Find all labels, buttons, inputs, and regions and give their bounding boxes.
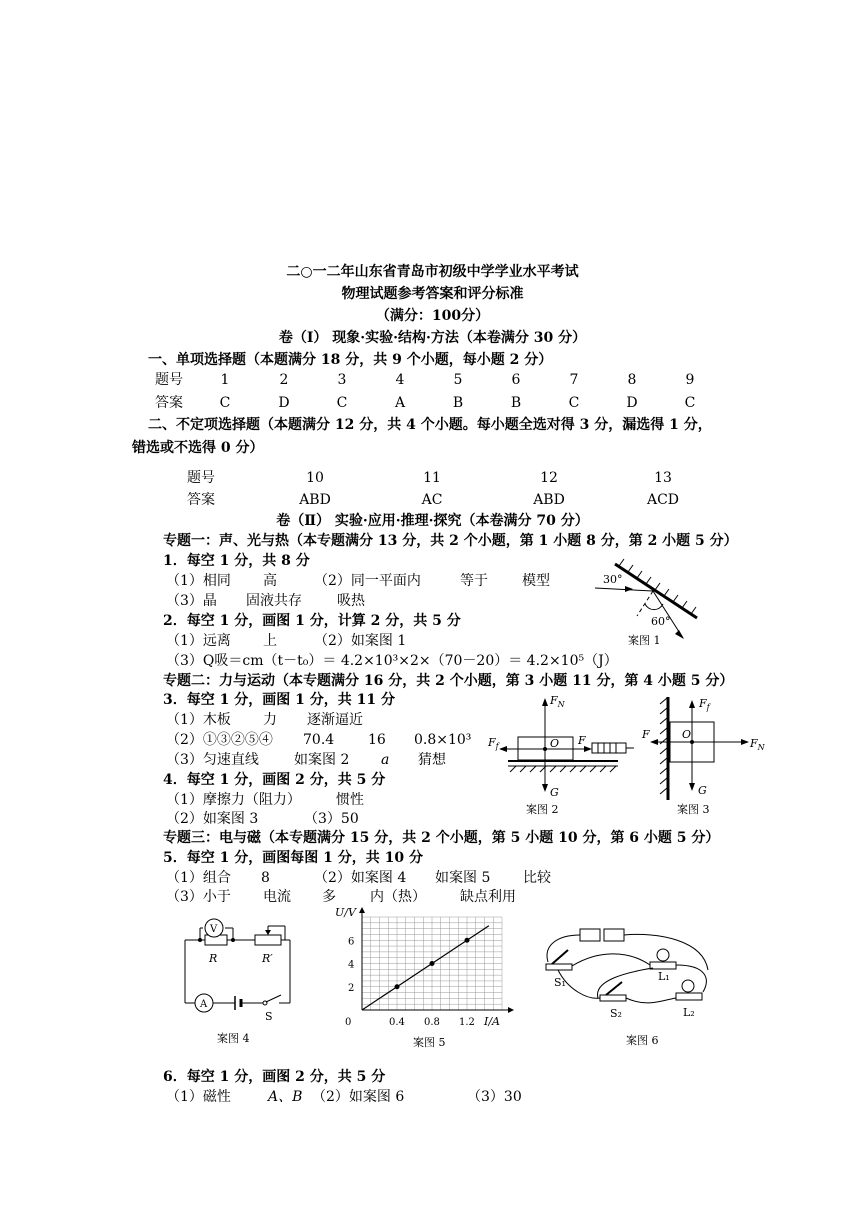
sec1-answer-5: B bbox=[452, 395, 464, 411]
q4-answer-4: （3）50 bbox=[304, 811, 359, 827]
y-tick-label: 2 bbox=[348, 982, 355, 994]
topic1-heading: 专题一：声、光与热（本专题满分 13 分，共 2 个小题，第 1 小题 8 分，第 2 小题 5 分） bbox=[163, 533, 738, 549]
sec1-question-number-4: 4 bbox=[395, 372, 405, 388]
figure-6-caption: 案图 6 bbox=[626, 1034, 659, 1047]
q2-answer-2: 上 bbox=[263, 633, 277, 649]
bulb-l2 bbox=[682, 980, 694, 992]
rheostat-r-prime bbox=[255, 935, 281, 945]
switch-s bbox=[266, 995, 281, 1002]
sec1-answer-6: B bbox=[510, 395, 522, 411]
q3-answer-1: （1）木板 bbox=[166, 712, 231, 728]
q3-answer-5: 70.4 bbox=[303, 732, 335, 748]
q3-answer-8: （3）匀速直线 bbox=[166, 752, 259, 768]
q5-answer-2: 8 bbox=[261, 870, 270, 886]
q5-answer-8: 多 bbox=[322, 889, 336, 905]
sec2-answer-2: AC bbox=[421, 492, 443, 508]
q3-answer-6: 16 bbox=[368, 732, 386, 748]
sec2-answer-label: 答案 bbox=[187, 492, 215, 508]
y-axis-label: U/V bbox=[335, 906, 356, 919]
y-axis-arrow bbox=[359, 907, 365, 913]
normal-line bbox=[637, 591, 653, 616]
sec2-answer-4: ACD bbox=[646, 492, 680, 508]
figure-3-forces-on-block bbox=[640, 692, 770, 802]
x-axis-arrow bbox=[508, 1007, 514, 1013]
sec1-answer-9: C bbox=[684, 395, 696, 411]
x-tick-label: 0.8 bbox=[424, 1017, 440, 1028]
data-point bbox=[395, 984, 400, 989]
sec1-answer-8: D bbox=[626, 395, 638, 411]
label-fn: $F_N$ bbox=[550, 694, 565, 709]
y-tick-label: 6 bbox=[348, 936, 355, 948]
figure-5-ui-graph bbox=[330, 905, 515, 1035]
sec1-question-label: 题号 bbox=[155, 372, 183, 388]
q3-answer-2: 力 bbox=[263, 712, 277, 728]
wire-1 bbox=[547, 935, 580, 962]
data-point bbox=[430, 961, 435, 966]
x-tick-label: 0.4 bbox=[389, 1017, 405, 1028]
q5-answer-7: 电流 bbox=[263, 889, 291, 905]
q2-heading: 2．每空 1 分，画图 1 分，计算 2 分，共 5 分 bbox=[163, 613, 461, 629]
figure-6-physical-circuit bbox=[538, 920, 713, 1020]
q5-answer-9: 内（热） bbox=[370, 889, 426, 905]
ammeter-label: A bbox=[200, 999, 208, 1010]
label-s: S bbox=[265, 1010, 273, 1023]
sec1-question-number-8: 8 bbox=[627, 372, 637, 388]
q1-answer-3: （2）同一平面内 bbox=[314, 573, 421, 589]
q1-answer-2: 高 bbox=[263, 573, 277, 589]
angle-arc bbox=[645, 604, 663, 610]
sec1-question-number-9: 9 bbox=[685, 372, 695, 388]
q3-answer-3: 逐渐逼近 bbox=[307, 712, 363, 728]
q5-heading: 5．每空 1 分，画图每图 1 分，共 10 分 bbox=[163, 850, 423, 866]
label-s2: S₂ bbox=[610, 1007, 622, 1020]
sec2-question-label: 题号 bbox=[187, 470, 215, 486]
label-s1: S₁ bbox=[554, 976, 566, 989]
q1-answer-5: 模型 bbox=[522, 573, 550, 589]
q4-answer-1: （1）摩擦力（阻力） bbox=[166, 792, 301, 808]
y-tick-label: 4 bbox=[348, 959, 355, 971]
battery-cell-1 bbox=[580, 929, 600, 941]
topic3-heading: 专题三：电与磁（本专题满分 15 分，共 2 个小题，第 5 小题 10 分，第 6 小题 5 分） bbox=[163, 830, 720, 846]
label-f: F bbox=[578, 734, 586, 747]
sec2-answer-1: ABD bbox=[299, 492, 331, 508]
angle-label-30: 30° bbox=[603, 573, 623, 586]
sec1-question-number-1: 1 bbox=[220, 372, 230, 388]
q6-heading: 6．每空 1 分，画图 2 分，共 5 分 bbox=[163, 1069, 386, 1085]
data-point bbox=[465, 938, 470, 943]
q1-heading: 1．每空 1 分，共 8 分 bbox=[163, 553, 310, 569]
q6-answer-3: （2）如案图 6 bbox=[312, 1089, 405, 1105]
sec1-question-number-5: 5 bbox=[453, 372, 463, 388]
label-g: G bbox=[698, 784, 707, 797]
switch-s1-base bbox=[546, 964, 572, 970]
q1-answer-1: （1）相同 bbox=[166, 573, 231, 589]
q3-answer-11: 猜想 bbox=[418, 752, 446, 768]
label-g: G bbox=[550, 786, 559, 799]
wire-3 bbox=[572, 954, 650, 966]
sec2-question-number-1: 10 bbox=[306, 470, 324, 486]
section1-heading: 一、单项选择题（本题满分 18 分，共 9 个小题，每小题 2 分） bbox=[148, 352, 553, 368]
sec1-question-number-2: 2 bbox=[279, 372, 289, 388]
sec2-question-number-4: 13 bbox=[654, 470, 672, 486]
q1-answer-6: （3）晶 bbox=[166, 593, 217, 609]
q6-answer-2: A、B bbox=[268, 1089, 303, 1105]
label-r-prime: R′ bbox=[262, 952, 273, 965]
x-tick-label: 1.2 bbox=[459, 1017, 475, 1028]
q5-answer-1: （1）组合 bbox=[166, 870, 231, 886]
topic2-heading: 专题二：力与运动（本专题满分 16 分，共 2 个小题，第 3 小题 11 分，第 4 小题 5 分） bbox=[163, 673, 734, 689]
doc-title-line1: 二○一二年山东省青岛市初级中学学业水平考试 bbox=[286, 264, 579, 280]
label-r: R bbox=[209, 952, 218, 965]
label-fn: $F_N$ bbox=[750, 737, 765, 752]
label-f: F bbox=[642, 728, 650, 741]
q3-answer-4: （2）①③②⑤④ bbox=[166, 732, 273, 748]
q5-answer-10: 缺点利用 bbox=[460, 889, 516, 905]
sec1-answer-3: C bbox=[336, 395, 348, 411]
q2-answer-1: （1）远离 bbox=[166, 633, 231, 649]
q3-answer-7: 0.8×10³ bbox=[414, 732, 472, 748]
wire-6 bbox=[626, 998, 676, 1003]
sec1-question-number-6: 6 bbox=[511, 372, 521, 388]
q4-heading: 4．每空 1 分，画图 2 分，共 5 分 bbox=[163, 772, 386, 788]
sec1-question-number-7: 7 bbox=[569, 372, 579, 388]
switch-s2-blade bbox=[606, 982, 622, 995]
sec2-answer-3: ABD bbox=[533, 492, 565, 508]
bulb-l1 bbox=[657, 949, 669, 961]
doc-title-line2: 物理试题参考答案和评分标准 bbox=[341, 286, 524, 302]
sec1-answer-1: C bbox=[219, 395, 231, 411]
q5-answer-5: 比较 bbox=[523, 870, 551, 886]
origin-label: 0 bbox=[345, 1017, 352, 1028]
label-ff: $F_f$ bbox=[699, 697, 710, 712]
label-o: O bbox=[682, 728, 692, 741]
x-axis-label: I/A bbox=[484, 1015, 500, 1028]
part2-heading: 卷（Ⅱ） 实验·应用·推理·探究（本卷满分 70 分） bbox=[276, 513, 589, 529]
sec1-answer-label: 答案 bbox=[155, 395, 183, 411]
q3-heading: 3．每空 1 分，画图 1 分，共 11 分 bbox=[163, 692, 395, 708]
sec1-answer-7: C bbox=[568, 395, 580, 411]
switch-s2-base bbox=[600, 995, 626, 1001]
switch-s1-blade bbox=[552, 950, 568, 964]
incident-arrow bbox=[625, 586, 633, 592]
figure-1-caption: 案图 1 bbox=[628, 634, 661, 647]
sec2-question-number-3: 12 bbox=[540, 470, 558, 486]
voltmeter-label: V bbox=[210, 924, 218, 935]
q1-answer-4: 等于 bbox=[460, 573, 488, 589]
label-o: O bbox=[550, 737, 560, 750]
reflected-arrow bbox=[675, 630, 684, 639]
sec1-answer-4: A bbox=[394, 395, 406, 411]
bulb-l1-base bbox=[650, 962, 676, 969]
doc-title-line3: （满分：100分） bbox=[375, 308, 490, 324]
sec1-question-number-3: 3 bbox=[337, 372, 347, 388]
q6-answer-4: （3）30 bbox=[467, 1089, 522, 1105]
q1-answer-7: 固液共存 bbox=[246, 593, 302, 609]
angle-label-60: 60° bbox=[651, 615, 671, 628]
incident-ray bbox=[595, 588, 653, 591]
figure-5-caption: 案图 5 bbox=[413, 1036, 446, 1049]
figure-4-caption: 案图 4 bbox=[217, 1032, 250, 1045]
q6-answer-1: （1）磁性 bbox=[166, 1089, 231, 1105]
spring-scale bbox=[592, 743, 626, 753]
series-line bbox=[362, 926, 489, 1010]
q3-answer-9: 如案图 2 bbox=[294, 752, 350, 768]
label-l2: L₂ bbox=[683, 1006, 695, 1019]
figure-2-forces-on-block bbox=[488, 692, 638, 802]
label-ff: $F_f$ bbox=[488, 736, 499, 751]
figure-3-caption: 案图 3 bbox=[677, 803, 710, 816]
q2-calculation: （3）Q吸＝cm（t－t₀）＝ 4.2×10³×2×（70－20）＝ 4.2×10⁵（J） bbox=[166, 653, 618, 669]
figure-4-circuit-diagram bbox=[175, 918, 315, 1028]
bulb-l2-base bbox=[676, 993, 702, 1000]
wire-7 bbox=[598, 968, 653, 998]
q5-answer-4: 如案图 5 bbox=[435, 870, 491, 886]
part1-heading: 卷（Ⅰ） 现象·实验·结构·方法（本卷满分 30 分） bbox=[278, 330, 587, 346]
q5-answer-6: （3）小于 bbox=[166, 889, 231, 905]
sec1-answer-2: D bbox=[278, 395, 290, 411]
figure-2-caption: 案图 2 bbox=[526, 803, 559, 816]
q2-answer-3: （2）如案图 1 bbox=[314, 633, 407, 649]
q4-answer-2: 惯性 bbox=[336, 792, 364, 808]
sec2-question-number-2: 11 bbox=[423, 470, 441, 486]
battery-cell-2 bbox=[604, 929, 624, 941]
section2-heading-line1: 二、不定项选择题（本题满分 12 分，共 4 个小题。每小题全选对得 3 分，漏选得 1 分， bbox=[148, 417, 712, 433]
q1-answer-8: 吸热 bbox=[337, 593, 365, 609]
q3-answer-10: a bbox=[381, 752, 390, 768]
label-l1: L₁ bbox=[658, 970, 670, 983]
q4-answer-3: （2）如案图 3 bbox=[166, 811, 259, 827]
section2-heading-line2: 错选或不选得 0 分） bbox=[132, 440, 264, 456]
q5-answer-3: （2）如案图 4 bbox=[314, 870, 407, 886]
